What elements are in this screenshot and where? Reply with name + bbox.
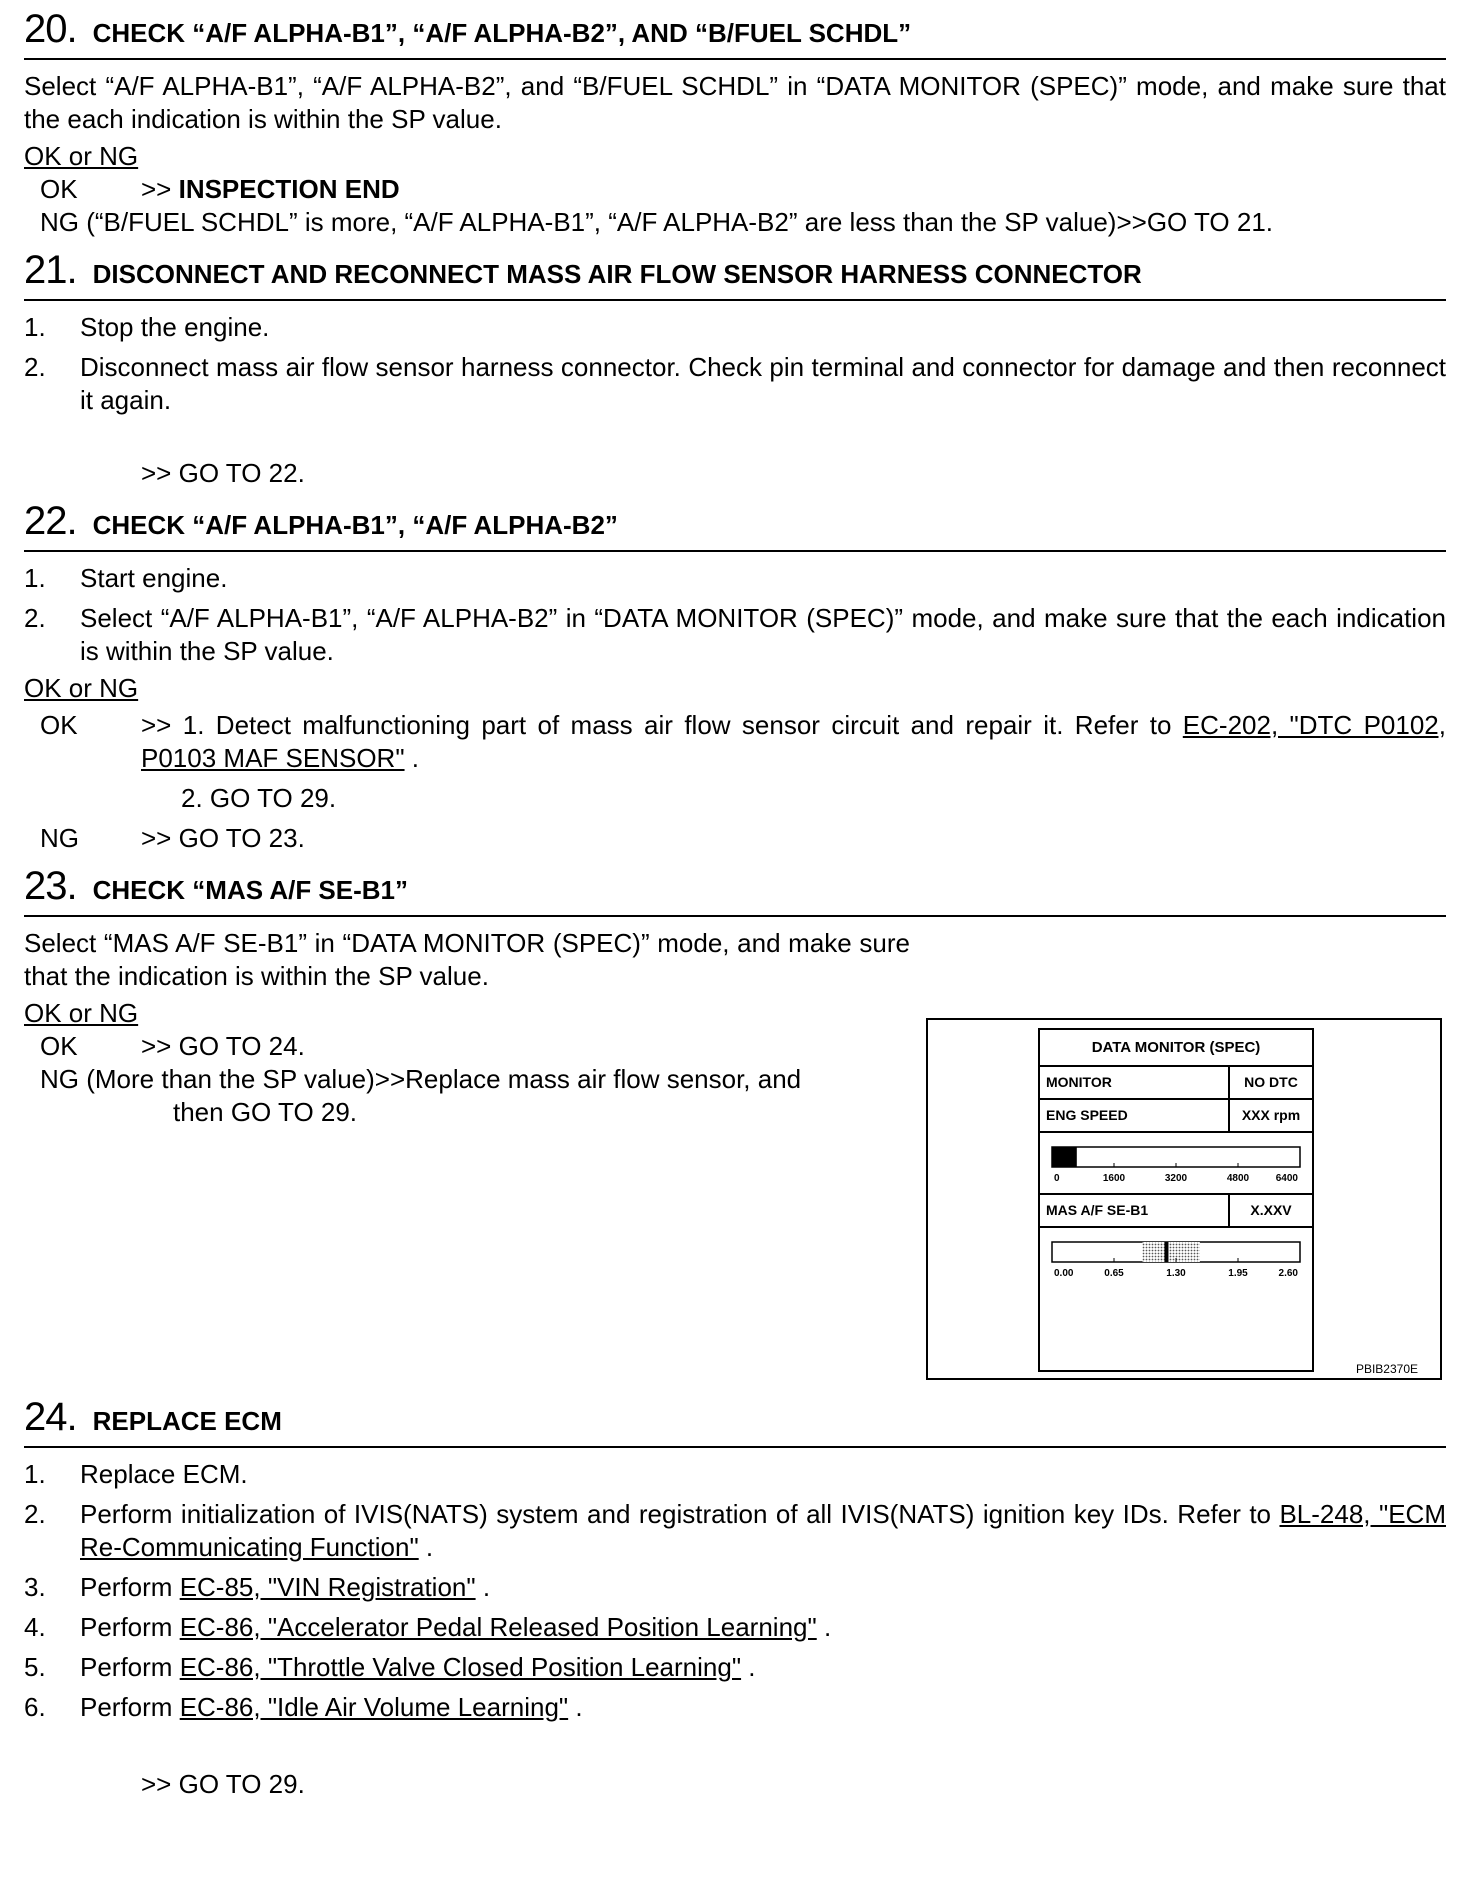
section-heading xyxy=(24,492,1446,550)
instruction-text: Select “MAS A/F SE-B1” in “DATA MONITOR (SPEC)” mode, and make sure that the indication is within the SP value. xyxy=(24,928,910,991)
maf-gauge xyxy=(1040,1228,1312,1288)
ok-arrow: >> xyxy=(141,174,179,204)
step-list xyxy=(24,562,1446,668)
maf-tick-label: 1.30 xyxy=(1166,1268,1186,1279)
step-list xyxy=(24,1458,1446,1724)
ok-result: INSPECTION END xyxy=(178,174,400,204)
ref-link-ec85[interactable]: EC-85, "VIN Registration" xyxy=(179,1572,476,1602)
ng-response xyxy=(24,822,1446,855)
ok-or-ng-label: OK or NG xyxy=(24,141,139,171)
section-20 xyxy=(24,0,1446,239)
list-item: 4. Perform EC-86, "Accelerator Pedal Released Position Learning" . xyxy=(24,1612,832,1642)
ng-text-line2: then GO TO 29. xyxy=(173,1097,358,1127)
ng-text-line1: NG (More than the SP value)>>Replace mass air flow sensor, and xyxy=(40,1064,802,1094)
ok-or-ng-label: OK or NG xyxy=(24,998,139,1028)
ok-label: OK xyxy=(40,710,78,740)
monitor-screen xyxy=(1038,1028,1314,1372)
ng-response xyxy=(24,206,1446,239)
ok-response xyxy=(24,1030,910,1063)
document-page xyxy=(24,0,1446,1129)
section-title: REPLACE ECM xyxy=(92,1406,282,1436)
section-22 xyxy=(24,492,1446,855)
ref-link-ec202[interactable]: EC-202, "DTC P0102, P0103 MAF SENSOR" xyxy=(141,710,1446,773)
ok-label: OK xyxy=(40,1031,78,1061)
list-item: 1. Stop the engine. xyxy=(24,312,270,342)
ok-or-ng-label: OK or NG xyxy=(24,673,139,703)
step-list xyxy=(24,311,1446,417)
section-title: CHECK “A/F ALPHA-B1”, “A/F ALPHA-B2” xyxy=(92,510,618,540)
list-item: 1. Replace ECM. xyxy=(24,1459,248,1489)
ok-response: OK >> 1. Detect malfunctioning part of mass air flow sensor circuit and repair it. Refer to EC-202, "DTC P0102, P0103 MAF SENSOR" . 2. GO TO 29. xyxy=(24,709,1446,815)
maf-tick-label: 0.65 xyxy=(1104,1268,1124,1279)
goto-text: >> GO TO 29. xyxy=(141,1769,305,1799)
list-item: 1. Start engine. xyxy=(24,563,228,593)
eng-speed-tick-label: 1600 xyxy=(1102,1173,1126,1184)
section-number: 24. xyxy=(24,1395,77,1439)
maf-tick-label: 0.00 xyxy=(1054,1268,1074,1279)
figure-id: PBIB2370E xyxy=(1355,1362,1418,1376)
list-item: 5. Perform EC-86, "Throttle Valve Closed Position Learning" . xyxy=(24,1652,756,1682)
ok-response xyxy=(24,173,1446,206)
ng-label: NG xyxy=(40,823,79,853)
section-heading xyxy=(24,857,1446,915)
list-item: 2. Select “A/F ALPHA-B1”, “A/F ALPHA-B2” in “DATA MONITOR (SPEC)” mode, and make sure that the each indication is within the SP value. xyxy=(24,603,1446,666)
eng-speed-row: ENG SPEED XXX rpm xyxy=(1040,1100,1312,1133)
monitor-row: MONITOR NO DTC xyxy=(1040,1067,1312,1100)
ref-link-ec86-throttle[interactable]: EC-86, "Throttle Valve Closed Position Learning" xyxy=(179,1652,742,1682)
goto-text: >> GO TO 22. xyxy=(141,458,305,488)
ng-response xyxy=(24,1063,910,1129)
section-heading xyxy=(24,0,1446,58)
eng-speed-gauge xyxy=(1040,1133,1312,1195)
section-title: DISCONNECT AND RECONNECT MASS AIR FLOW SENSOR HARNESS CONNECTOR xyxy=(92,259,1142,289)
list-item: 6. Perform EC-86, "Idle Air Volume Learning" . xyxy=(24,1692,583,1722)
list-item: 2. Perform initialization of IVIS(NATS) system and registration of all IVIS(NATS) ignition key IDs. Refer to BL-248, "ECM Re-Communicating Function" . xyxy=(24,1499,1446,1562)
gauge-fill xyxy=(1052,1147,1077,1167)
section-heading xyxy=(24,1388,1446,1446)
list-item: 2. Disconnect mass air flow sensor harness connector. Check pin terminal and connector for damage and then reconnect it again. xyxy=(24,352,1446,415)
section-number: 22. xyxy=(24,499,77,543)
section-number: 23. xyxy=(24,864,77,908)
section-title: CHECK “A/F ALPHA-B1”, “A/F ALPHA-B2”, AND “B/FUEL SCHDL” xyxy=(92,18,912,48)
maf-tick-label: 1.95 xyxy=(1228,1268,1248,1279)
eng-speed-tick-label: 6400 xyxy=(1275,1173,1298,1184)
ref-link-ec86-accel[interactable]: EC-86, "Accelerator Pedal Released Position Learning" xyxy=(179,1612,817,1642)
section-number: 21. xyxy=(24,248,77,292)
section-heading xyxy=(24,241,1446,299)
data-monitor-figure xyxy=(926,1018,1442,1380)
maf-tick-label: 2.60 xyxy=(1278,1268,1298,1279)
ng-text: >> GO TO 23. xyxy=(141,823,305,853)
value-indicator xyxy=(1164,1242,1168,1262)
ref-link-bl248[interactable]: BL-248, "ECM Re-Communicating Function" xyxy=(80,1499,1446,1562)
eng-speed-tick-label: 0 xyxy=(1054,1173,1060,1184)
ng-text: NG (“B/FUEL SCHDL” is more, “A/F ALPHA-B1”, “A/F ALPHA-B2” are less than the SP value)>>GO TO 21. xyxy=(40,207,1274,237)
ok-text: >> GO TO 24. xyxy=(141,1031,305,1061)
instruction-text: Select “A/F ALPHA-B1”, “A/F ALPHA-B2”, and “B/FUEL SCHDL” in “DATA MONITOR (SPEC)” mode, and make sure that the each indication is within the SP value. xyxy=(24,71,1446,134)
ok-label: OK xyxy=(40,174,78,204)
section-title: CHECK “MAS A/F SE-B1” xyxy=(92,875,408,905)
eng-speed-tick-label: 4800 xyxy=(1226,1173,1250,1184)
eng-speed-tick-label: 3200 xyxy=(1164,1173,1188,1184)
list-item: 3. Perform EC-85, "VIN Registration" . xyxy=(24,1572,491,1602)
section-24 xyxy=(24,1388,1446,1801)
ref-link-ec86-idle[interactable]: EC-86, "Idle Air Volume Learning" xyxy=(179,1692,569,1722)
screen-title: DATA MONITOR (SPEC) xyxy=(1040,1030,1312,1067)
section-21 xyxy=(24,241,1446,490)
ok-step-2: 2. GO TO 29. xyxy=(181,783,337,813)
maf-row: MAS A/F SE-B1 X.XXV xyxy=(1040,1195,1312,1228)
section-number: 20. xyxy=(24,7,77,51)
sp-range-band xyxy=(1143,1242,1200,1262)
